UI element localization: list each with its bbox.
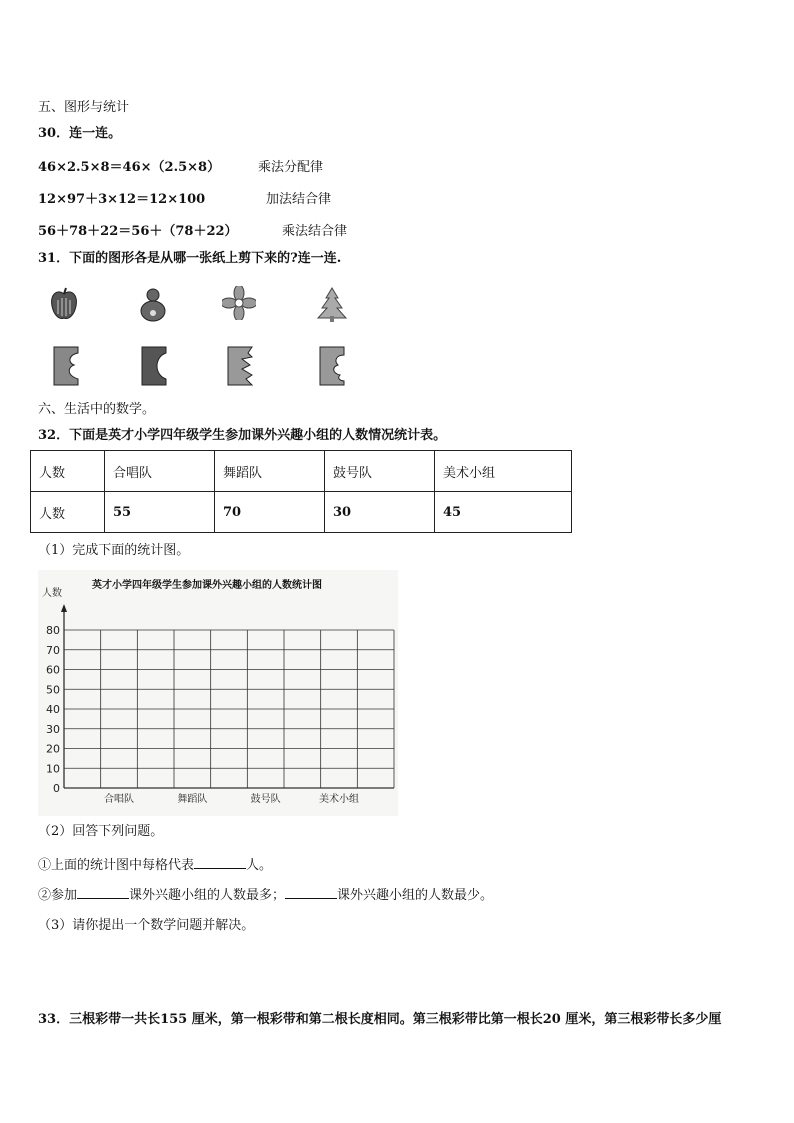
y-tick-label: 80 <box>46 624 60 637</box>
q30-expr-3: 56＋78＋22＝56＋（78＋22） <box>38 224 238 239</box>
y-tick-label: 10 <box>46 762 60 776</box>
table-cell: 人数 <box>31 492 105 533</box>
y-tick-label: 60 <box>46 663 60 677</box>
table-row <box>31 451 572 492</box>
paper-piece-3-icon <box>226 345 254 387</box>
chart-svg <box>38 570 398 816</box>
table-cell: 30 <box>325 492 435 533</box>
bar-chart <box>38 570 398 816</box>
table-cell: 合唱队 <box>105 451 215 492</box>
q32-sub2-q1 <box>38 856 272 874</box>
q30-expr-1: 46×2.5×8＝46×（2.5×8） <box>38 160 221 175</box>
q32-sub2-q2 <box>38 886 493 904</box>
q31-label: 31．下面的图形各是从哪一张纸上剪下来的?连一连. <box>38 251 342 266</box>
y-tick-label: 50 <box>46 683 60 697</box>
y-tick-label: 40 <box>46 703 60 716</box>
q30-label: 30．连一连。 <box>38 126 122 141</box>
answer-blank[interactable] <box>77 886 129 899</box>
answer-blank[interactable] <box>194 856 246 869</box>
q30-expr-2: 12×97＋3×12＝12×100 <box>38 192 206 207</box>
paper-piece-4-icon <box>318 345 346 387</box>
q30-law-3: 乘法结合律 <box>282 224 348 239</box>
table-cell: 55 <box>105 492 215 533</box>
q2-text-a: ②参加 <box>38 888 78 903</box>
y-tick-label: 70 <box>46 643 60 657</box>
table-cell: 人数 <box>31 451 105 492</box>
q1-text-b: 人。 <box>246 858 273 873</box>
x-category-label: 美术小组 <box>319 794 359 805</box>
table-cell: 45 <box>435 492 572 533</box>
q32-sub1: （1）完成下面的统计图。 <box>38 543 190 558</box>
table-cell: 70 <box>215 492 325 533</box>
q2-text-c: 课外兴趣小组的人数最少。 <box>337 888 494 903</box>
q1-text-a: ①上面的统计图中每格代表 <box>38 858 195 873</box>
q32-label: 32．下面是英才小学四年级学生参加课外兴趣小组的人数情况统计表。 <box>38 428 447 443</box>
y-tick-label: 30 <box>46 722 60 736</box>
answer-blank[interactable] <box>285 886 337 899</box>
flower-shape-icon <box>222 286 256 320</box>
q32-sub3: （3）请你提出一个数学问题并解决。 <box>38 918 255 933</box>
gourd-shape-icon <box>138 286 168 322</box>
q30-law-2: 加法结合律 <box>266 192 332 207</box>
x-category-label: 合唱队 <box>104 794 134 805</box>
x-category-label: 舞蹈队 <box>177 794 208 805</box>
paper-piece-1-icon <box>52 345 80 387</box>
section5-title: 五、图形与统计 <box>38 100 130 115</box>
q32-sub2: （2）回答下列问题。 <box>38 824 164 839</box>
table-row <box>31 492 572 533</box>
tree-shape-icon <box>316 286 348 322</box>
stat-table <box>30 450 572 533</box>
table-cell: 舞蹈队 <box>215 451 325 492</box>
section6-title: 六、生活中的数学。 <box>38 402 156 417</box>
q2-text-b: 课外兴趣小组的人数最多； <box>129 888 286 903</box>
paper-piece-2-icon <box>140 345 168 387</box>
x-category-label: 鼓号队 <box>250 794 281 805</box>
y-axis-arrow <box>61 604 67 612</box>
y-tick-label: 0 <box>53 782 60 795</box>
chart-title: 英才小学四年级学生参加课外兴趣小组的人数统计图 <box>92 580 322 591</box>
table-cell: 美术小组 <box>435 451 572 492</box>
y-axis-label: 人数 <box>42 588 62 599</box>
table-cell: 鼓号队 <box>325 451 435 492</box>
q30-law-1: 乘法分配律 <box>258 160 324 175</box>
y-tick-label: 20 <box>46 742 60 756</box>
apple-shape-icon <box>50 286 78 322</box>
q33-label: 33．三根彩带一共长155 厘米，第一根彩带和第二根长度相同。第三根彩带比第一根长20 厘米，第三根彩带长多少厘 <box>38 1012 722 1027</box>
